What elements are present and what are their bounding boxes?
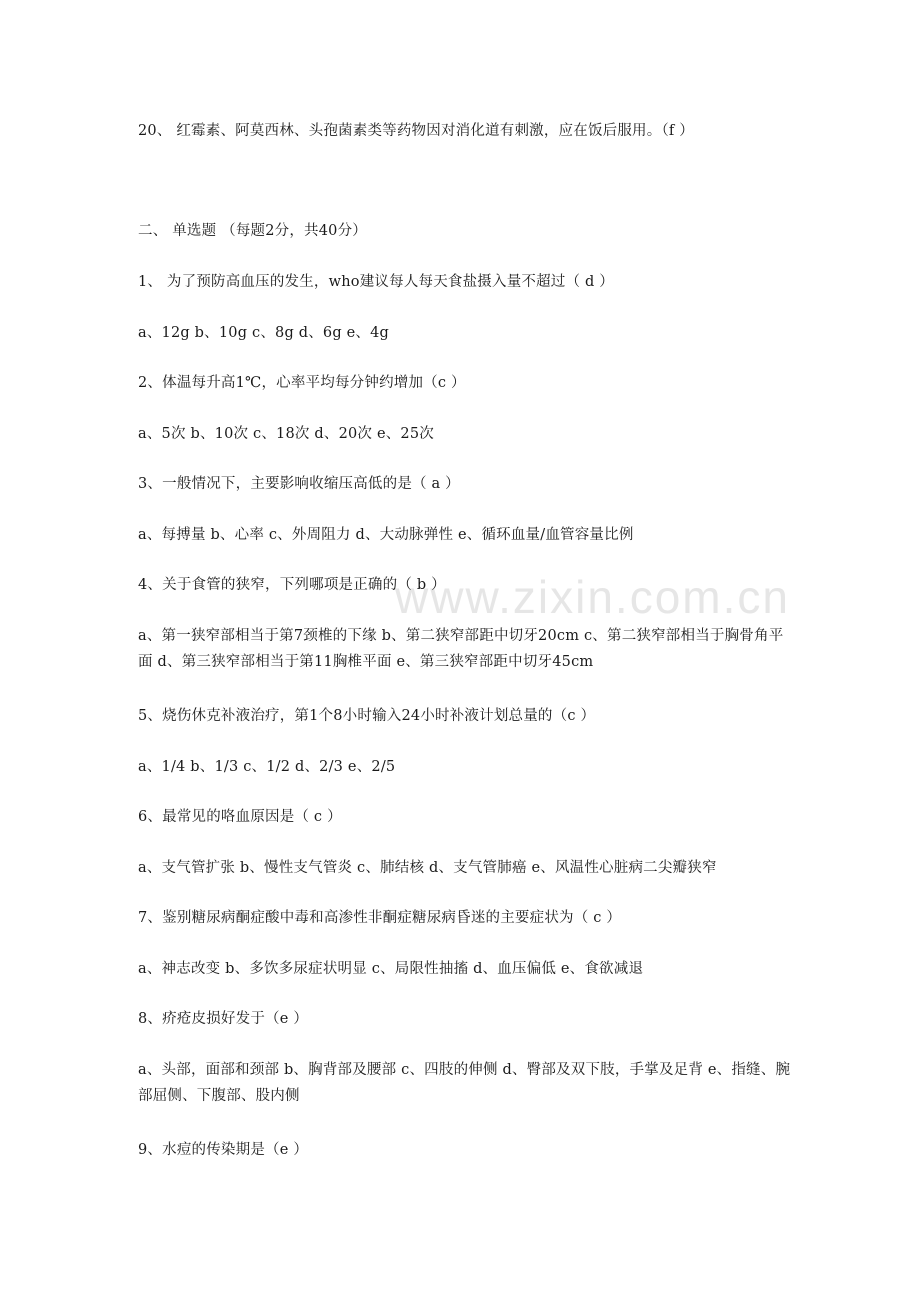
- question-4: 4、关于食管的狭窄，下列哪项是正确的（ b ）: [138, 577, 446, 593]
- watermark-text: www.zixin.com.cn: [395, 571, 790, 623]
- question-7-options: a、神志改变 b、多饮多尿症状明显 c、局限性抽搐 d、血压偏低 e、食欲减退: [138, 961, 644, 977]
- question-3-options: a、每搏量 b、心率 c、外周阻力 d、大动脉弹性 e、循环血量/血管容量比例: [138, 527, 634, 543]
- question-2-options: a、5次 b、10次 c、18次 d、20次 e、25次: [138, 426, 434, 442]
- question-3: 3、一般情况下，主要影响收缩压高低的是（ a ）: [138, 476, 460, 492]
- question-1: 1、 为了预防高血压的发生，who建议每人每天食盐摄入量不超过（ d ）: [138, 274, 615, 290]
- question-9: 9、水痘的传染期是（e ）: [138, 1142, 309, 1158]
- question-8: 8、疥疮皮损好发于（e ）: [138, 1011, 309, 1027]
- question-2: 2、体温每升高1℃，心率平均每分钟约增加（c ）: [138, 375, 466, 391]
- question-6-options: a、支气管扩张 b、慢性支气管炎 c、肺结核 d、支气管肺癌 e、风温性心脏病二尖瓣狭窄: [138, 860, 717, 876]
- question-6: 6、最常见的咯血原因是（ c ）: [138, 809, 342, 825]
- question-20-true-false: 20、 红霉素、阿莫西林、头孢菌素类等药物因对消化道有刺激，应在饭后服用。（f ）: [138, 123, 694, 139]
- question-5-options: a、1/4 b、1/3 c、1/2 d、2/3 e、2/5: [138, 759, 396, 775]
- question-5: 5、烧伤休克补液治疗，第1个8小时输入24小时补液计划总量的（c ）: [138, 708, 596, 724]
- question-1-options: a、12g b、10g c、8g d、6g e、4g: [138, 325, 390, 341]
- question-8-options: a、头部，面部和颈部 b、胸背部及腰部 c、四肢的伸侧 d、臀部及双下肢，手掌及足背 e、指缝、腕部屈侧、下腹部、股内侧: [138, 1062, 791, 1104]
- section-heading-single-choice: 二、 单选题 （每题2分，共40分）: [138, 223, 367, 239]
- question-7: 7、鉴别糖尿病酮症酸中毒和高渗性非酮症糖尿病昏迷的主要症状为（ c ）: [138, 910, 622, 926]
- question-4-options: a、第一狭窄部相当于第7颈椎的下缘 b、第二狭窄部距中切牙20cm c、第二狭窄部相当于胸骨角平面 d、第三狭窄部相当于第11胸椎平面 e、第三狭窄部距中切牙45cm: [138, 628, 784, 670]
